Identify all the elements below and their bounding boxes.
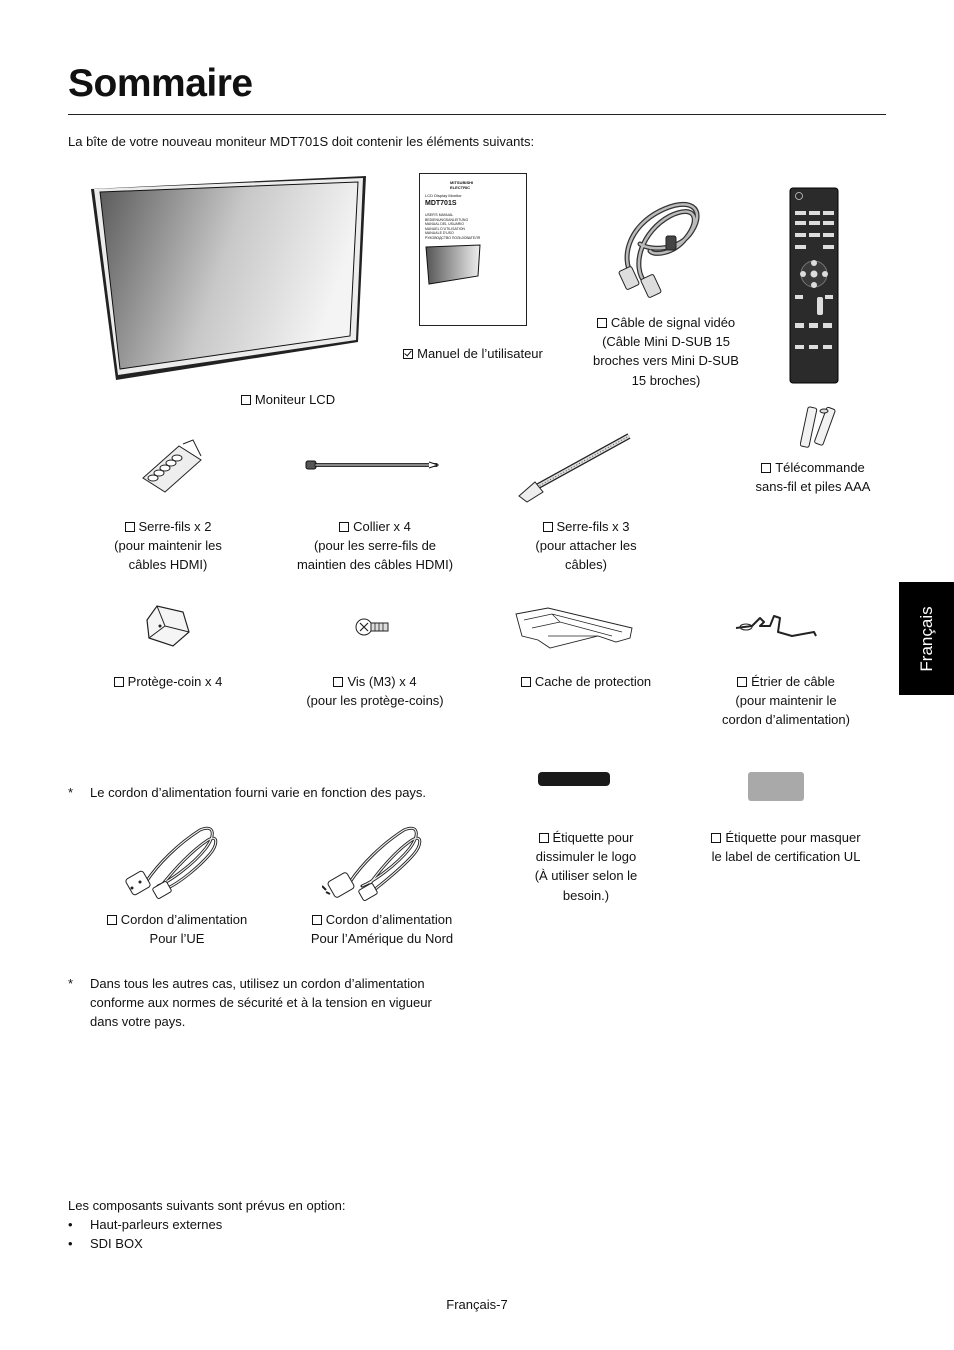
note-power-cord: * Le cordon d’alimentation fourni varie en fonction des pays. bbox=[68, 785, 427, 800]
checkbox-icon bbox=[114, 677, 124, 687]
ul-label-image bbox=[748, 772, 804, 801]
caption-hdmi-clamp: Serre-fils x 2 (pour maintenir les câbles HDMI) bbox=[114, 519, 222, 573]
manual-product: LCD Display Monitor bbox=[425, 193, 462, 198]
collar-image bbox=[305, 458, 439, 472]
caption-ul-label: Étiquette pour masquer le label de certification UL bbox=[711, 830, 861, 865]
list-item: • SDI BOX bbox=[68, 1234, 346, 1253]
checkbox-icon bbox=[521, 677, 531, 687]
checkbox-icon bbox=[761, 463, 771, 473]
lcd-monitor-image bbox=[88, 172, 370, 384]
batteries-image bbox=[800, 403, 836, 451]
manual-lang: MANUAL DEL USUARIO bbox=[425, 222, 465, 226]
checkbox-icon bbox=[333, 677, 343, 687]
checkbox-icon bbox=[539, 833, 549, 843]
caption-cable-tie: Serre-fils x 3 (pour attacher les câbles) bbox=[535, 519, 637, 573]
cable-stirrup-image bbox=[734, 612, 818, 642]
caption-screws: Vis (M3) x 4 (pour les protège-coins) bbox=[306, 674, 444, 709]
manual-model: MDT701S bbox=[425, 200, 457, 207]
checkbox-icon bbox=[711, 833, 721, 843]
intro-text: La bîte de votre nouveau moniteur MDT701S doit contenir les éléments suivants: bbox=[68, 134, 535, 149]
checkbox-icon bbox=[107, 915, 117, 925]
user-manual-image bbox=[419, 173, 527, 326]
screw-image bbox=[354, 615, 390, 639]
checkbox-icon bbox=[312, 915, 322, 925]
caption-manual: Manuel de l’utilisateur bbox=[382, 344, 564, 363]
title-divider bbox=[68, 114, 886, 115]
caption-protection-cover: Cache de protection bbox=[496, 672, 676, 691]
language-tab-label: Français bbox=[916, 605, 936, 672]
caption-logo-label: Étiquette pour dissimuler le logo (À utiliser selon le besoin.) bbox=[534, 830, 638, 903]
power-cord-eu-image bbox=[118, 824, 218, 902]
manual-lang: USER'S MANUAL bbox=[425, 213, 454, 217]
caption-power-eu: Cordon d’alimentation Pour l’UE bbox=[88, 910, 266, 948]
logo-label-image bbox=[538, 772, 610, 786]
caption-collar: Collier x 4 (pour les serre-fils de maintien des câbles HDMI) bbox=[296, 519, 454, 573]
checkbox-icon bbox=[339, 522, 349, 532]
checkbox-icon bbox=[241, 395, 251, 405]
caption-cable-stirrup: Étrier de câble (pour maintenir le cordon d’alimentation) bbox=[722, 674, 850, 728]
checkbox-icon bbox=[125, 522, 135, 532]
caption-corner-protector: Protège-coin x 4 bbox=[88, 672, 248, 691]
checkbox-icon bbox=[597, 318, 607, 328]
optional-intro: Les composants suivants sont prévus en option: bbox=[68, 1198, 346, 1213]
language-tab bbox=[899, 582, 954, 695]
corner-protector-image bbox=[143, 602, 191, 648]
note-other-cases: * Dans tous les autres cas, utilisez un cordon d’alimentation conforme aux normes de sécurité et à la tension en vigueur dans votre pays. bbox=[68, 976, 432, 1030]
manual-lang: РУКОВОДСТВО ПОЛЬЗОВАТЕЛЯ bbox=[425, 235, 481, 240]
protection-cover-image bbox=[512, 606, 636, 650]
optional-components bbox=[68, 1196, 346, 1254]
page-footer: Français-7 bbox=[446, 1297, 508, 1312]
power-cord-na-image bbox=[322, 824, 422, 904]
checkbox-icon bbox=[543, 522, 553, 532]
manual-lang: MANUALE D'USO bbox=[425, 231, 454, 235]
checked-box-icon bbox=[403, 349, 413, 359]
remote-control-image bbox=[789, 187, 839, 384]
hdmi-clamp-image bbox=[139, 438, 205, 496]
manual-brand: MITSUBISHI ELECTRIC bbox=[450, 180, 474, 190]
list-item: • Haut-parleurs externes bbox=[68, 1215, 346, 1234]
page-title: Sommaire bbox=[68, 62, 253, 105]
manual-lang: MANUEL D'UTILISATION bbox=[425, 226, 465, 231]
cable-tie-image bbox=[517, 432, 633, 504]
caption-power-na: Cordon d’alimentation Pour l’Amérique du Nord bbox=[310, 912, 454, 947]
checkbox-icon bbox=[737, 677, 747, 687]
caption-monitor: Moniteur LCD bbox=[178, 390, 398, 409]
caption-signal-cable: Câble de signal vidéo (Câble Mini D-SUB 15 broches vers Mini D-SUB 15 broches) bbox=[593, 315, 739, 388]
manual-lang: BEDIENUNGSANLEITUNG bbox=[425, 217, 469, 222]
caption-remote: Télécommande sans-fil et piles AAA bbox=[755, 460, 871, 495]
signal-cable-image bbox=[610, 196, 710, 300]
